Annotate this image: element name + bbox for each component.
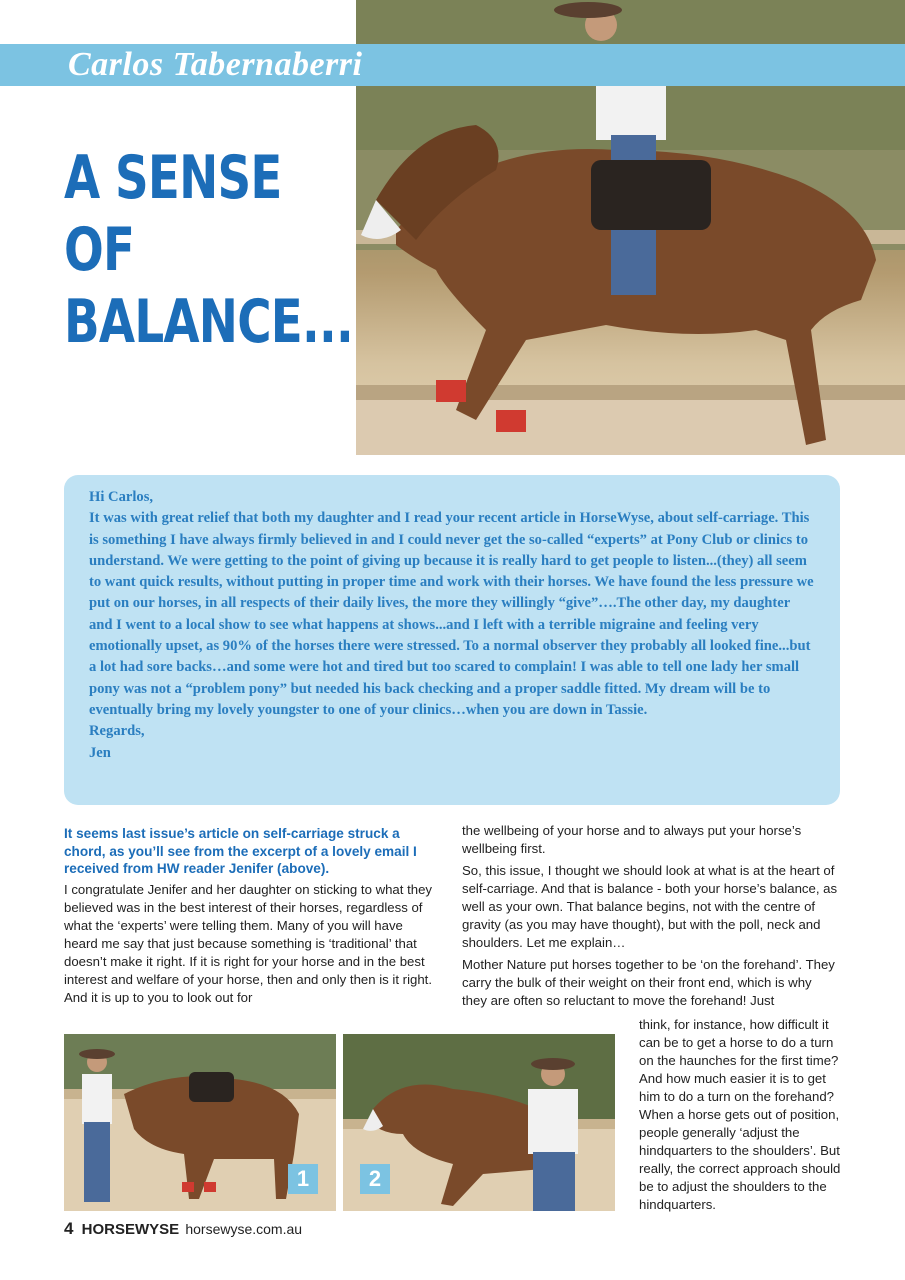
page-number: 4 bbox=[64, 1219, 74, 1238]
magazine-url[interactable]: horsewyse.com.au bbox=[185, 1221, 303, 1237]
article-paragraph-2: So, this issue, I thought we should look at what is at the heart of self-carriage. And that is balance - both your horse’s balance, as well as your own. That balance begins, not with the centre of gravity (as you may have thought), but with the poll, neck and shoulders. Let me explain… bbox=[462, 863, 838, 950]
article-column-right bbox=[462, 822, 840, 1014]
article-intro: It seems last issue’s article on self-carriage struck a chord, as you’ll see from the excerpt of a lovely email I received from HW reader Jenifer (above). bbox=[64, 826, 417, 876]
article-paragraph-3-top: Mother Nature put horses together to be ‘on the forehand’. They carry the bulk of their weight on their front end, which is why they are often so reluctant to move the forehand! Just bbox=[462, 957, 835, 1008]
magazine-name: HORSEWYSE bbox=[81, 1221, 180, 1238]
letter-body: It was with great relief that both my daughter and I read your recent article in HorseWyse, about self-carriage. This is something I have always firmly believed in and I could never get the so-called “experts” at Pony Club or clinics to understand. We were getting to the point of giving up because it is really hard to get people to listen...(they) all seem to want quick results, without putting in proper time and work with their horses. We have found the less pressure we put on our horses, in all respects of their daily lives, the more they willingly “give”….The other day, my daughter and I went to a local show to see what happens at shows...and I left with a terrible migraine and feeling very emotionally upset, as 90% of the horses there were stressed. To a normal observer they probably all looked fine...but a lot had sore backs…and some were hot and tired but too scared to complain! I was able to tell one lady her small pony was not a “problem pony” but needed his back checking and a proper saddle fitted. My dream will be to eventually bring my lovely youngster to one of your clinics…when you are down in Tassie. bbox=[89, 510, 814, 718]
page-footer bbox=[64, 1219, 302, 1239]
article-paragraph-1-cont: the wellbeing of your horse and to always put your horse’s wellbeing first. bbox=[462, 823, 802, 856]
article-paragraph-1: I congratulate Jenifer and her daughter on sticking to what they believed was in the best interest of their horses, regardless of what the ‘experts’ were telling them. Many of you will have heard me say that just because something is ‘traditional’ that doesn’t make it right. If it is right for your horse and in the best interest and welfare of your horse, then and only then is it right. And it is up to you to look out for bbox=[64, 881, 433, 1005]
headline-line-1: A SENSE OF bbox=[64, 143, 282, 285]
photo-2-number-badge: 2 bbox=[360, 1164, 390, 1194]
reader-letter-box bbox=[64, 475, 840, 805]
article-column-left bbox=[64, 825, 436, 1011]
letter-name: Jen bbox=[89, 744, 111, 761]
headline bbox=[64, 142, 353, 358]
photo-1-number-badge: 1 bbox=[288, 1164, 318, 1194]
author-name: Carlos Tabernaberri bbox=[68, 46, 363, 83]
letter-signoff: Regards, bbox=[89, 723, 145, 740]
article-paragraph-3-wrap: think, for instance, how difficult it can be to get a horse to do a turn on the haunches for the first time? And how much easier it is to get him to do a turn on the forehand? When a horse gets out of position, people generally ‘adjust the hindquarters to the shoulders’. But really, the correct approach should be to adjust the shoulders to the hindquarters. bbox=[639, 1017, 841, 1212]
headline-line-2: BALANCE... bbox=[64, 287, 353, 357]
letter-greeting: Hi Carlos, bbox=[89, 489, 154, 505]
